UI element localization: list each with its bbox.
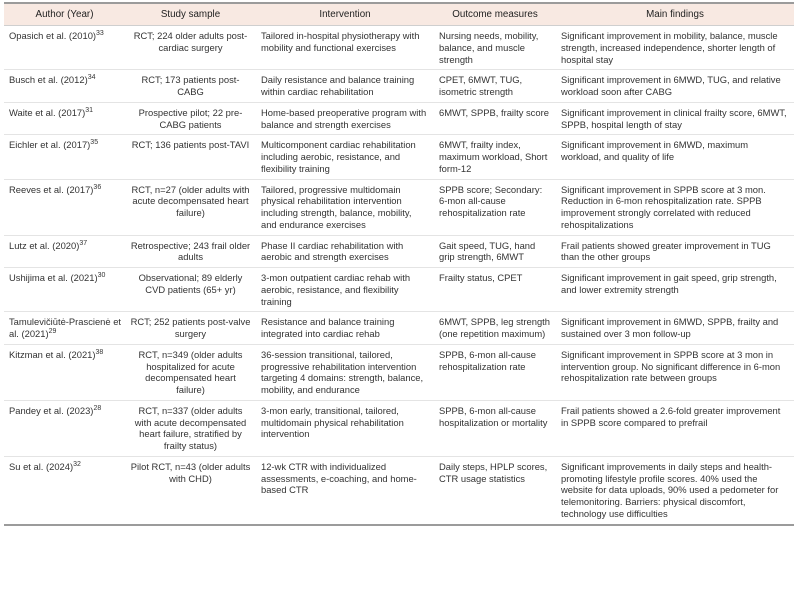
- reference-superscript: 37: [79, 239, 88, 247]
- outcome-measures-cell: SPPB, 6-mon all-cause hospitalization or mortality: [434, 400, 556, 456]
- author-cell: [4, 312, 125, 345]
- main-findings-cell: Significant improvement in clinical frailty score, 6MWT, SPPB, hospital length of stay: [556, 102, 794, 135]
- author-text: Busch et al. (2012): [9, 74, 88, 86]
- study-sample-cell: RCT; 252 patients post-valve surgery: [125, 312, 256, 345]
- col-header-main-findings: Main findings: [556, 3, 794, 26]
- reference-superscript: 34: [87, 74, 96, 82]
- study-sample-cell: Pilot RCT, n=43 (older adults with CHD): [130, 460, 251, 484]
- author-cell: [4, 268, 125, 312]
- intervention-cell: 12-wk CTR with individualized assessments, e-coaching, and home-based CTR: [261, 460, 417, 496]
- study-sample-cell: RCT, n=27 (older adults with acute decompensated heart failure): [125, 179, 256, 235]
- author-cell: [4, 70, 125, 103]
- reference-superscript: 35: [90, 139, 99, 147]
- reference-superscript: 33: [96, 29, 104, 37]
- study-sample-cell: RCT, n=349 (older adults hospitalized for acute decompensated heart failure): [125, 344, 256, 400]
- table-row: [4, 179, 794, 235]
- outcome-measures-cell: 6MWT, SPPB, leg strength (one repetition maximum): [434, 312, 556, 345]
- main-findings-cell: Significant improvement in mobility, balance, muscle strength, increased independence, shorter length of hospital stay: [556, 26, 794, 70]
- table-row: [4, 344, 794, 400]
- main-findings-cell: Significant improvement in 6MWD, SPPB, frailty and sustained over 3 mon follow-up: [556, 312, 794, 345]
- study-sample-cell: Prospective pilot; 22 pre-CABG patients: [125, 102, 256, 135]
- reference-superscript: 28: [93, 404, 102, 412]
- author-text: Eichler et al. (2017): [9, 139, 91, 151]
- main-findings-cell: Significant improvements in daily steps and health-promoting lifestyle profile scores. 40% used the website for data uploads, 90% used a pedometer for telemonitoring. Barriers: physical discomfort, technology use difficulties: [561, 460, 779, 519]
- author-cell: [4, 179, 125, 235]
- study-sample-cell: RCT; 224 older adults post-cardiac surgery: [125, 26, 256, 70]
- main-findings-cell: Significant improvement in SPPB score at 3 mon. Reduction in 6-mon rehospitalization rate. SPPB improvement strongly correlated with reduced rehospitalizations: [556, 179, 794, 235]
- col-header-outcome-measures: Outcome measures: [434, 3, 556, 26]
- reference-superscript: 36: [93, 183, 102, 191]
- author-text: Tamulevičiūtė-Prascienė et al. (2021): [9, 316, 122, 339]
- author-cell: [4, 456, 125, 524]
- table-header-row: [4, 3, 794, 26]
- table-row: [4, 102, 794, 135]
- reference-superscript: 29: [48, 327, 57, 335]
- author-text: Lutz et al. (2020): [9, 239, 80, 251]
- table-body: [4, 26, 794, 525]
- author-cell: [4, 102, 125, 135]
- author-text: Waite et al. (2017): [9, 106, 86, 118]
- author-cell: [4, 400, 125, 456]
- intervention-cell: Daily resistance and balance training within cardiac rehabilitation: [256, 70, 434, 103]
- study-sample-cell: Observational; 89 elderly CVD patients (65+ yr): [125, 268, 256, 312]
- col-header-author-year: Author (Year): [4, 3, 125, 26]
- table-row: [4, 70, 794, 103]
- intervention-cell: 3-mon outpatient cardiac rehab with aerobic, resistance, and flexibility training: [256, 268, 434, 312]
- study-sample-cell: RCT, n=337 (older adults with acute decompensated heart failure, stratified by frailty status): [125, 400, 256, 456]
- outcome-measures-cell: 6MWT, frailty index, maximum workload, Short form-12: [434, 135, 556, 179]
- author-text: Reeves et al. (2017): [9, 183, 94, 195]
- main-findings-cell: Significant improvement in gait speed, grip strength, and lower extremity strength: [556, 268, 794, 312]
- table-row: [4, 26, 794, 70]
- author-text: Su et al. (2024): [9, 460, 74, 472]
- main-findings-cell: Frail patients showed a 2.6-fold greater improvement in SPPB score compared to prefrail: [556, 400, 794, 456]
- outcome-measures-cell: SPPB score; Secondary: 6-mon all-cause rehospitalization rate: [434, 179, 556, 235]
- study-sample-cell: Retrospective; 243 frail older adults: [125, 235, 256, 268]
- outcome-measures-cell: 6MWT, SPPB, frailty score: [434, 102, 556, 135]
- outcome-measures-cell: CPET, 6MWT, TUG, isometric strength: [434, 70, 556, 103]
- main-findings-cell: Significant improvement in SPPB score at 3 mon in intervention group. No significant difference in 6-mon rehospitalization rate between groups: [556, 344, 794, 400]
- studies-table: [4, 2, 794, 526]
- reference-superscript: 30: [97, 271, 106, 279]
- intervention-cell: Phase II cardiac rehabilitation with aerobic and strength exercises: [256, 235, 434, 268]
- table-row: [4, 400, 794, 456]
- author-text: Ushijima et al. (2021): [9, 272, 98, 283]
- outcome-measures-cell: SPPB, 6-mon all-cause rehospitalization rate: [434, 344, 556, 400]
- table-header: [4, 3, 794, 26]
- study-sample-cell: RCT; 136 patients post-TAVI: [125, 135, 256, 179]
- reference-superscript: 38: [95, 348, 104, 356]
- col-header-intervention: Intervention: [256, 3, 434, 26]
- table-row: [4, 268, 794, 312]
- table-row: [4, 235, 794, 268]
- reference-superscript: 32: [73, 460, 81, 468]
- intervention-cell: Multicomponent cardiac rehabilitation including aerobic, resistance, and flexibility training: [256, 135, 434, 179]
- intervention-cell: 3-mon early, transitional, tailored, multidomain physical rehabilitation intervention: [256, 400, 434, 456]
- outcome-measures-cell: Frailty status, CPET: [434, 268, 556, 312]
- intervention-cell: Tailored in-hospital physiotherapy with mobility and functional exercises: [256, 26, 434, 70]
- author-text: Kitzman et al. (2021): [9, 348, 96, 360]
- intervention-cell: Resistance and balance training integrated into cardiac rehab: [256, 312, 434, 345]
- study-sample-cell: RCT; 173 patients post-CABG: [125, 70, 256, 103]
- author-cell: [4, 26, 125, 70]
- table-row: [4, 312, 794, 345]
- author-text: Opasich et al. (2010): [9, 30, 97, 41]
- main-findings-cell: Frail patients showed greater improvement in TUG than the other groups: [556, 235, 794, 268]
- main-findings-cell: Significant improvement in 6MWD, maximum workload, and quality of life: [556, 135, 794, 179]
- col-header-study-sample: Study sample: [125, 3, 256, 26]
- author-cell: [4, 135, 125, 179]
- outcome-measures-cell: Gait speed, TUG, hand grip strength, 6MWT: [434, 235, 556, 268]
- intervention-cell: Tailored, progressive multidomain physical rehabilitation intervention including strength, balance, mobility, and endurance exercises: [256, 179, 434, 235]
- outcome-measures-cell: Nursing needs, mobility, balance, and muscle strength: [434, 26, 556, 70]
- reference-superscript: 31: [85, 106, 94, 114]
- author-cell: [4, 344, 125, 400]
- intervention-cell: Home-based preoperative program with balance and strength exercises: [256, 102, 434, 135]
- table-row: [4, 135, 794, 179]
- main-findings-cell: Significant improvement in 6MWD, TUG, and relative workload soon after CABG: [556, 70, 794, 103]
- table-row: [4, 456, 794, 524]
- author-text: Pandey et al. (2023): [9, 404, 94, 416]
- author-cell: [4, 235, 125, 268]
- outcome-measures-cell: Daily steps, HPLP scores, CTR usage statistics: [439, 460, 548, 484]
- intervention-cell: 36-session transitional, tailored, progressive rehabilitation intervention targeting 4 domains: strength, balance, mobility, and endurance: [256, 344, 434, 400]
